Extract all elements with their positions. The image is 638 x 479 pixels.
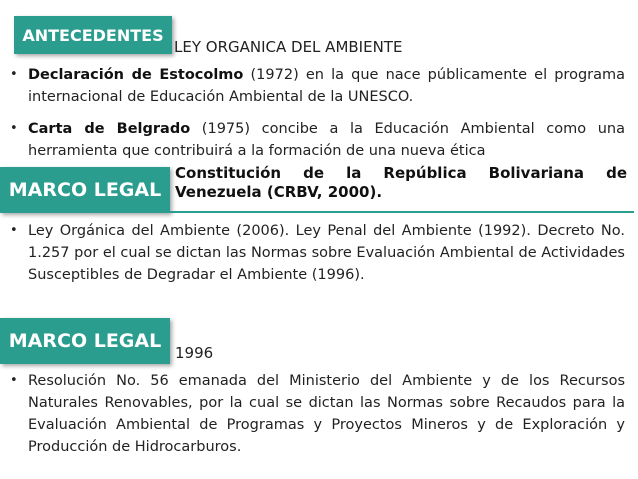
bullet-item-resolucion [10,370,625,458]
constitucion-line-2: Venezuela (CRBV, 2000). [175,183,383,201]
bullet-body-text: (1975) concibe a la Educación Ambiental como una herramienta que contribuirá a la formación de una nueva ética [28,121,625,159]
year-1996-heading: 1996 [175,344,214,362]
bullet-text: Ley Orgánica del Ambiente (2006). Ley Penal del Ambiente (1992). Decreto No. 1.257 por el cual se dictan las Normas sobre Evaluación Ambiental de Actividades Susceptibles de Degradar el Ambiente (1996). [28,223,625,283]
bullet-bold-text: Carta de Belgrado [28,121,191,137]
bullet-item-ley-organica [10,220,625,286]
bullet-icon: • [10,223,18,238]
marco-legal-tag-1: MARCO LEGAL [0,167,170,213]
section-divider [170,211,634,213]
bullet-text: Resolución No. 56 emanada del Ministerio del Ambiente y de los Recursos Naturales Renovables, por la cual se dictan las Normas sobre Recaudos para la Evaluación Ambiental de Programas y Proyectos Mineros y de Exploración y Producción de Hidrocarburos. [28,373,625,455]
constitucion-heading [175,164,627,202]
constitucion-line-1: Constitución de la República Bolivariana de [175,164,627,182]
bullet-text [28,64,625,108]
marco-legal-tag-2: MARCO LEGAL [0,318,170,364]
bullet-item-belgrado [10,118,625,164]
bullet-body-text: (1972) en la que nace públicamente el programa internacional de Educación Ambiental de la UNESCO. [28,67,626,105]
bullet-item-estocolmo [10,64,625,108]
bullet-icon: • [10,67,18,82]
bullet-bold-text: Declaración de Estocolmo [28,67,244,83]
bullet-icon: • [10,373,18,388]
ley-organica-heading: LEY ORGANICA DEL AMBIENTE [174,38,403,56]
antecedentes-tag: ANTECEDENTES [14,16,172,54]
bullet-icon: • [10,121,18,136]
bullet-text [28,118,625,162]
